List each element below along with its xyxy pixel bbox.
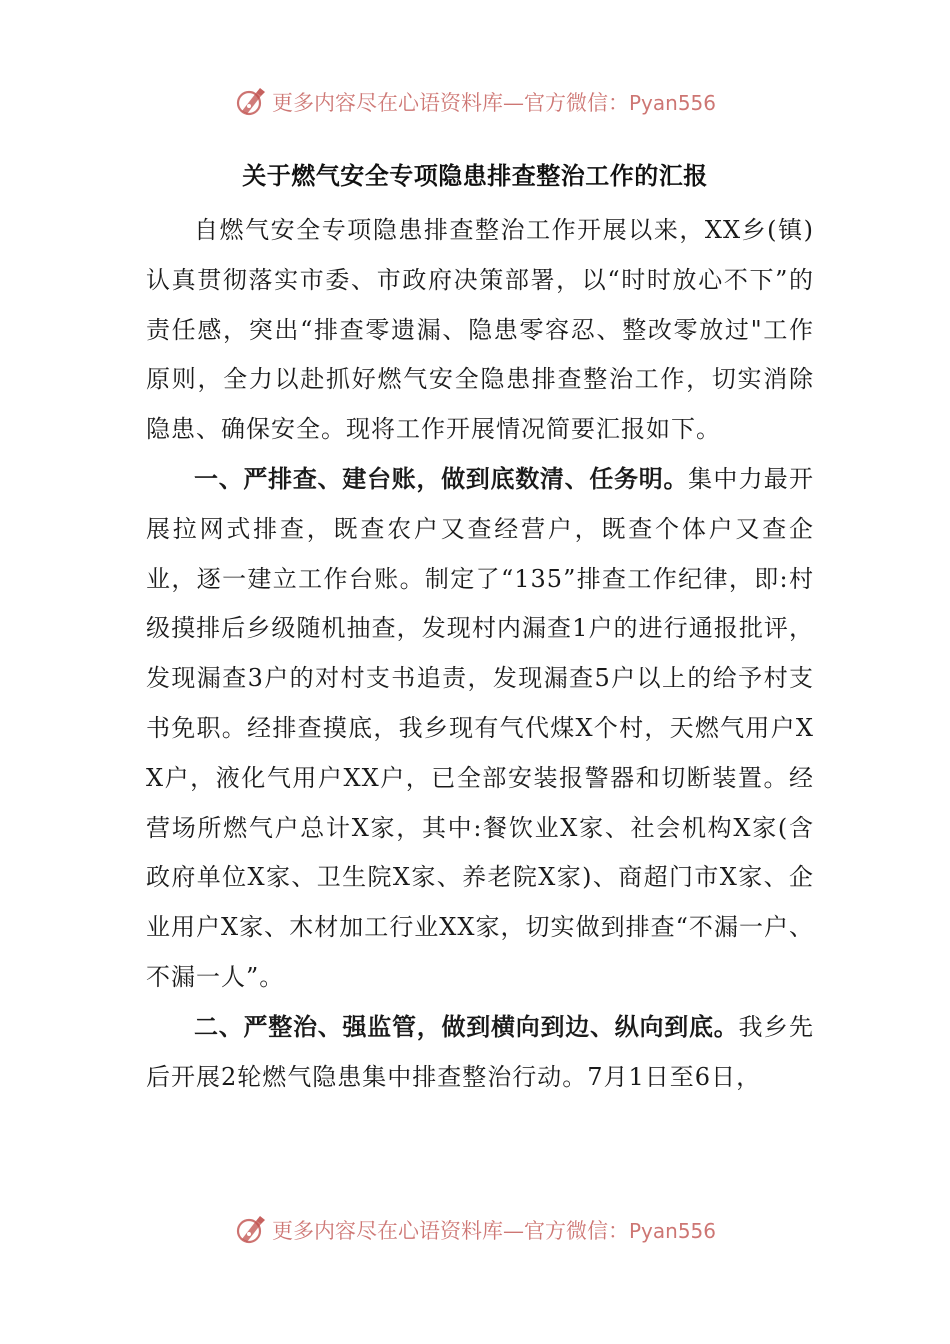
section-2-heading: 二、严整治、强监管，做到横向到边、纵向到底。 — [194, 1012, 739, 1041]
watermark-text: 更多内容尽在心语资料库—官方微信：Pyan556 — [271, 1219, 716, 1243]
section-1-heading: 一、严排查、建台账，做到底数清、任务明。 — [194, 464, 689, 493]
document-title: 关于燃气安全专项隐患排查整治工作的汇报 — [242, 162, 708, 190]
section-2-body: 我乡先后开展2轮燃气隐患集中排查整治行动。7月1日至6日， — [146, 1012, 814, 1091]
section-1-body: 集中力最开展拉网式排查，既查农户又查经营户，既查个体户又查企业，逐一建立工作台账。制定了“135”排查工作纪律，即:村级摸排后乡级随机抽查，发现村内漏查1户的进行通报批评，发现漏查3户的对村支书追责，发现漏查5户以上的给予村支书免职。经排查摸底，我乡现有气代煤X个村，天燃气用户XX户，液化气用户XX户，已全部安装报警器和切断装置。经营场所燃气户总计X家，其中:餐饮业X家、社会机构X家(含政府单位X家、卫生院X家、养老院X家)、商超门市X家、企业用户X家、木材加工行业XX家，切实做到排查“不漏一户、不漏一人”。 — [146, 464, 815, 991]
watermark-text: 更多内容尽在心语资料库—官方微信：Pyan556 — [271, 91, 716, 115]
watermark-footer — [0, 1210, 950, 1250]
intro-paragraph: 自燃气安全专项隐患排查整治工作开展以来，XX乡(镇)认真贯彻落实市委、市政府决策部署，以“时时放心不下”的责任感，突出“排查零遗漏、隐患零容忍、整改零放过"工作原则，全力以赴抓好燃气安全隐患排查整治工作，切实消除隐患、确保安全。现将工作开展情况简要汇报如下。 — [146, 216, 814, 444]
pen-nib-icon — [234, 1213, 268, 1247]
section-1-paragraph — [146, 455, 814, 1003]
watermark-header — [0, 82, 950, 122]
pen-nib-icon — [234, 85, 268, 119]
document-body — [146, 206, 814, 1102]
section-2-paragraph — [146, 1003, 814, 1103]
